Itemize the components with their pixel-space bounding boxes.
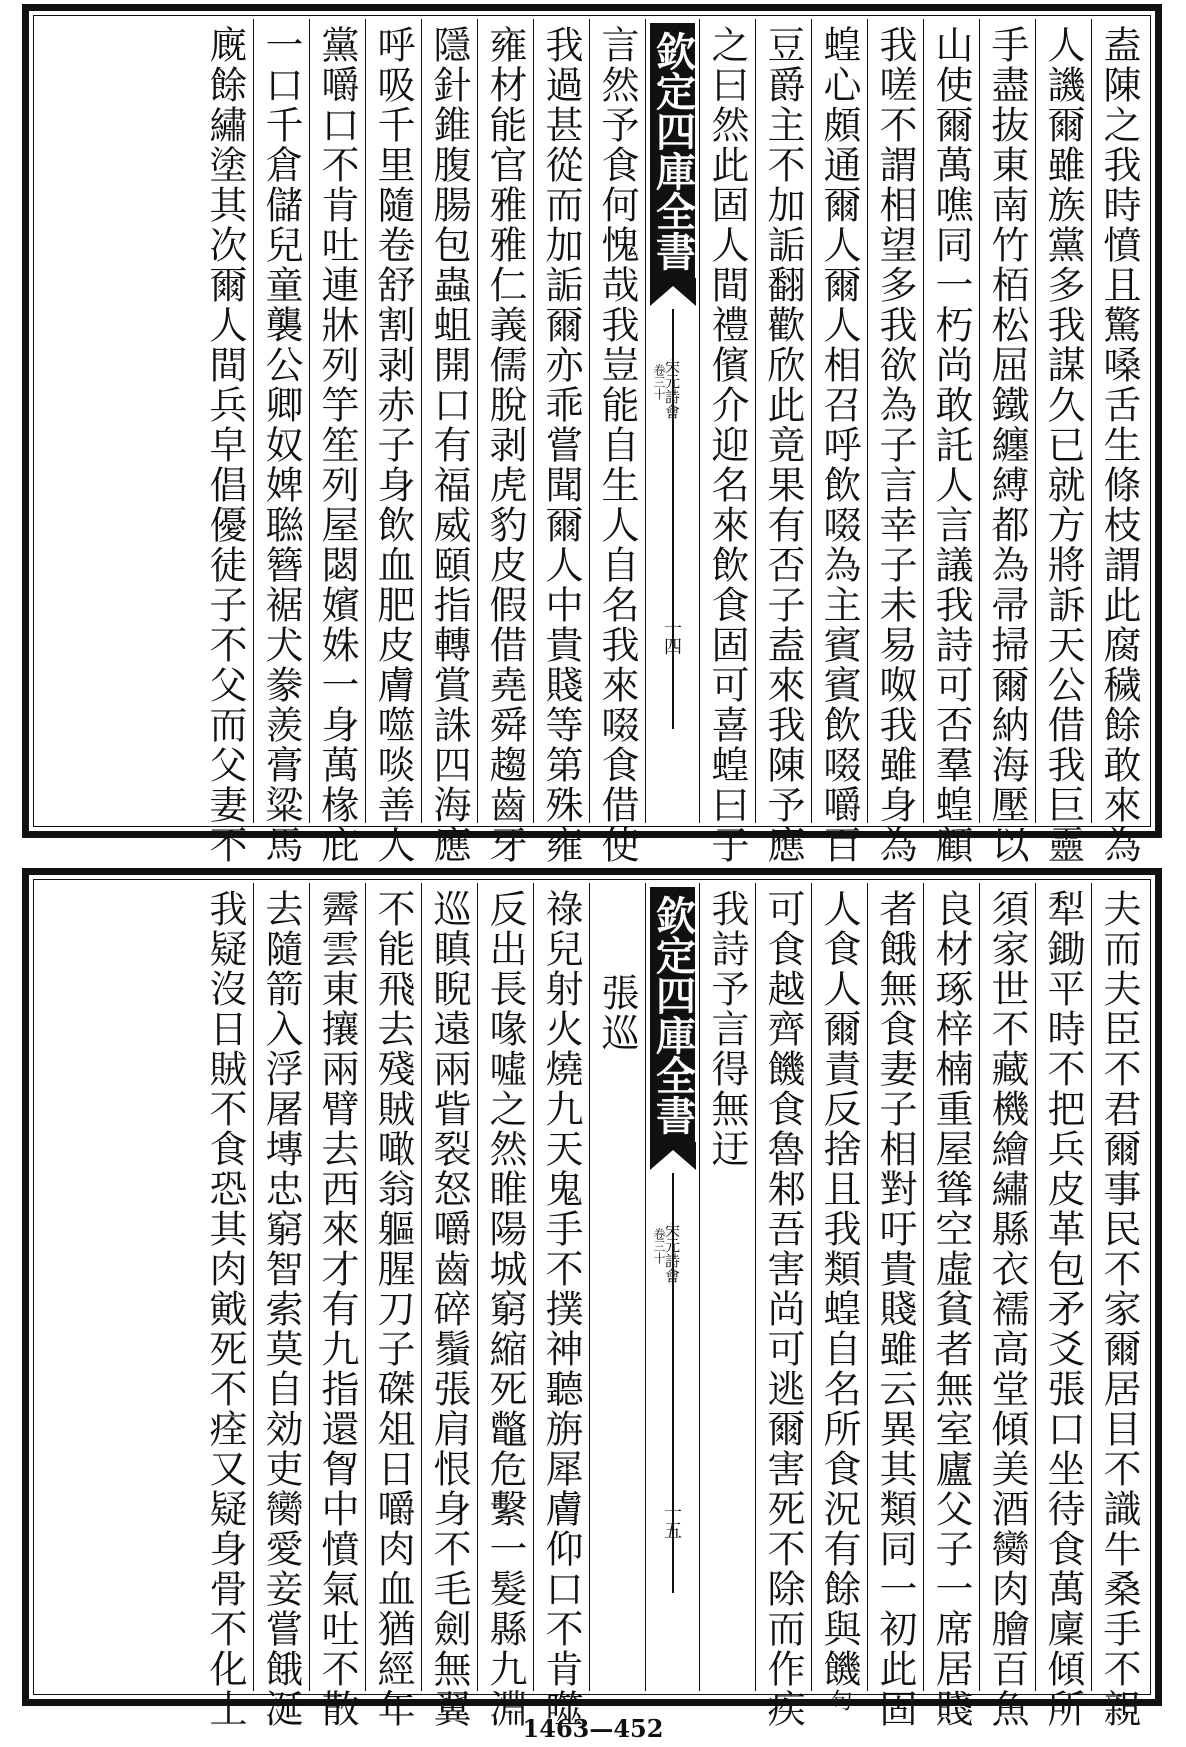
poem-title: 張巡 [589,883,645,1691]
text-column: 雍材能官雅雅仁義儒脫剥虎豹皮假借堯舜趨齒牙 [477,19,533,823]
text-column: 我嗟不謂相望多我欲為子言幸子未易呶我雖身為 [867,19,923,823]
interlinear-note: 句 [827,1689,852,1713]
book-title: 欽定四庫全書 [650,887,695,1142]
text-column: 夫而夫臣不君爾事民不家爾居目不識牛桑手不親 [1091,883,1147,1691]
text-column: 我詩予言得無迂 [699,883,755,1691]
text-column: 山使爾萬噍同一朽尚敢託人言議我詩可否羣蝗顧 [923,19,979,823]
text-column: 可食越齊饑食魯邾吾害尚可逃爾害死不除而作疾 [755,883,811,1691]
text-column: 豆爵主不加詬翻歡欣此竟果有否子盍來我陳予應 [755,19,811,823]
page-number: 1463—452 [522,1714,664,1743]
text-column: 盍陳之我時憤且驚嗓舌生條枝謂此腐穢餘敢來為 [1091,19,1147,823]
text-column: 言然予食何愧哉我豈能自生人自名我來啜食借使 [589,19,645,823]
text-column: 人譏爾雖族黨多我謀久已就方將訴天公借我巨靈 [1035,19,1091,823]
text-column: 一口千倉儲兒童襲公卿奴婢聮簪裾犬豢羨膏粱馬 [253,19,309,823]
book-title: 欽定四庫全書 [650,23,695,278]
juan-number: 卷三十 [652,364,666,400]
text-column: 呼吸千里隨卷舒割剥赤子身飲血肥皮膚噬啖善人 [365,19,421,823]
leaf-number: 十五 [661,1503,682,1539]
text-column [811,883,867,1713]
fish-tail-mark [650,278,696,308]
text-column: 良材琢梓楠重屋聳空虛貧者無室廬父子一席居賤 [923,883,979,1691]
text-column: 去隨箭入浮屠塼忠窮智索莫自効吏臠愛妾嘗餓涎 [253,883,309,1691]
work-title: 宋元詩會 [663,359,681,419]
text-column: 須家世不藏機繪繡縣衣襦高堂傾美酒臠肉膾百魚 [979,883,1035,1691]
text-column: 我過甚從而加詬爾亦乖嘗聞爾人中貴賤等第殊雍 [533,19,589,823]
work-title: 宋元詩會 [663,1223,681,1283]
text-column: 反出長喙噓之然睢陽城窮縮死鼈危繫一髮縣九淵 [477,883,533,1691]
fish-tail-mark [650,1142,696,1172]
text-column: 隱針錐腹腸包蟲蛆開口有福威頤指轉賞誅四海應 [421,19,477,823]
text-column: 霽雲東攘兩臂去西來才有九指還胷中憤氣吐不散 [309,883,365,1691]
juan-number: 卷三十 [652,1228,666,1264]
text-run: 人食人爾責反捨且我類蝗自名所食況有餘與饑 [817,889,861,1689]
center-fold [645,883,699,1691]
text-column: 廐餘繡塗其次爾人間兵皁倡優徒子不父而父妻不 [203,25,247,865]
text-column: 手盡抜東南竹栢松屈鐵纏縛都為帚掃爾納海壓以 [979,19,1035,823]
text-column: 者餓無食妻子相對吁貴賤雖云異其類同一初此固 [867,883,923,1691]
text-column: 巡瞋睨遠兩眥裂怒嚼齒碎鬚張肩恨身不毛劍無翼 [421,883,477,1691]
text-column: 蝗心頗通爾人爾人相召呼飲啜為主賓賓飲啜嚼百 [811,19,867,823]
text-column: 不能飛去殘賊噉翁軀腥刀子磔俎日嚼肉血猶經年 [365,883,421,1691]
leaf-number: 十四 [661,619,682,655]
text-column: 犁鋤平時不把兵皮革包矛爻張口坐待食萬廩傾所 [1035,883,1091,1691]
text-column: 我疑沒日賊不食恐其肉戭死不痊又疑身骨不化土 [203,889,247,1729]
top-folio [22,4,1162,865]
text-column: 之曰然此固人間禮儐介迎名來飲食固可喜蝗曰子 [699,19,755,823]
center-fold [645,19,699,823]
text-column: 黨嚼口不肯吐連牀列竽笙列屋閟嬪姝一身萬椽庇 [309,19,365,823]
text-column: 祿兒射火燒九天鬼手不撲神聽旃犀膚仰口不肯噬 [533,883,589,1691]
